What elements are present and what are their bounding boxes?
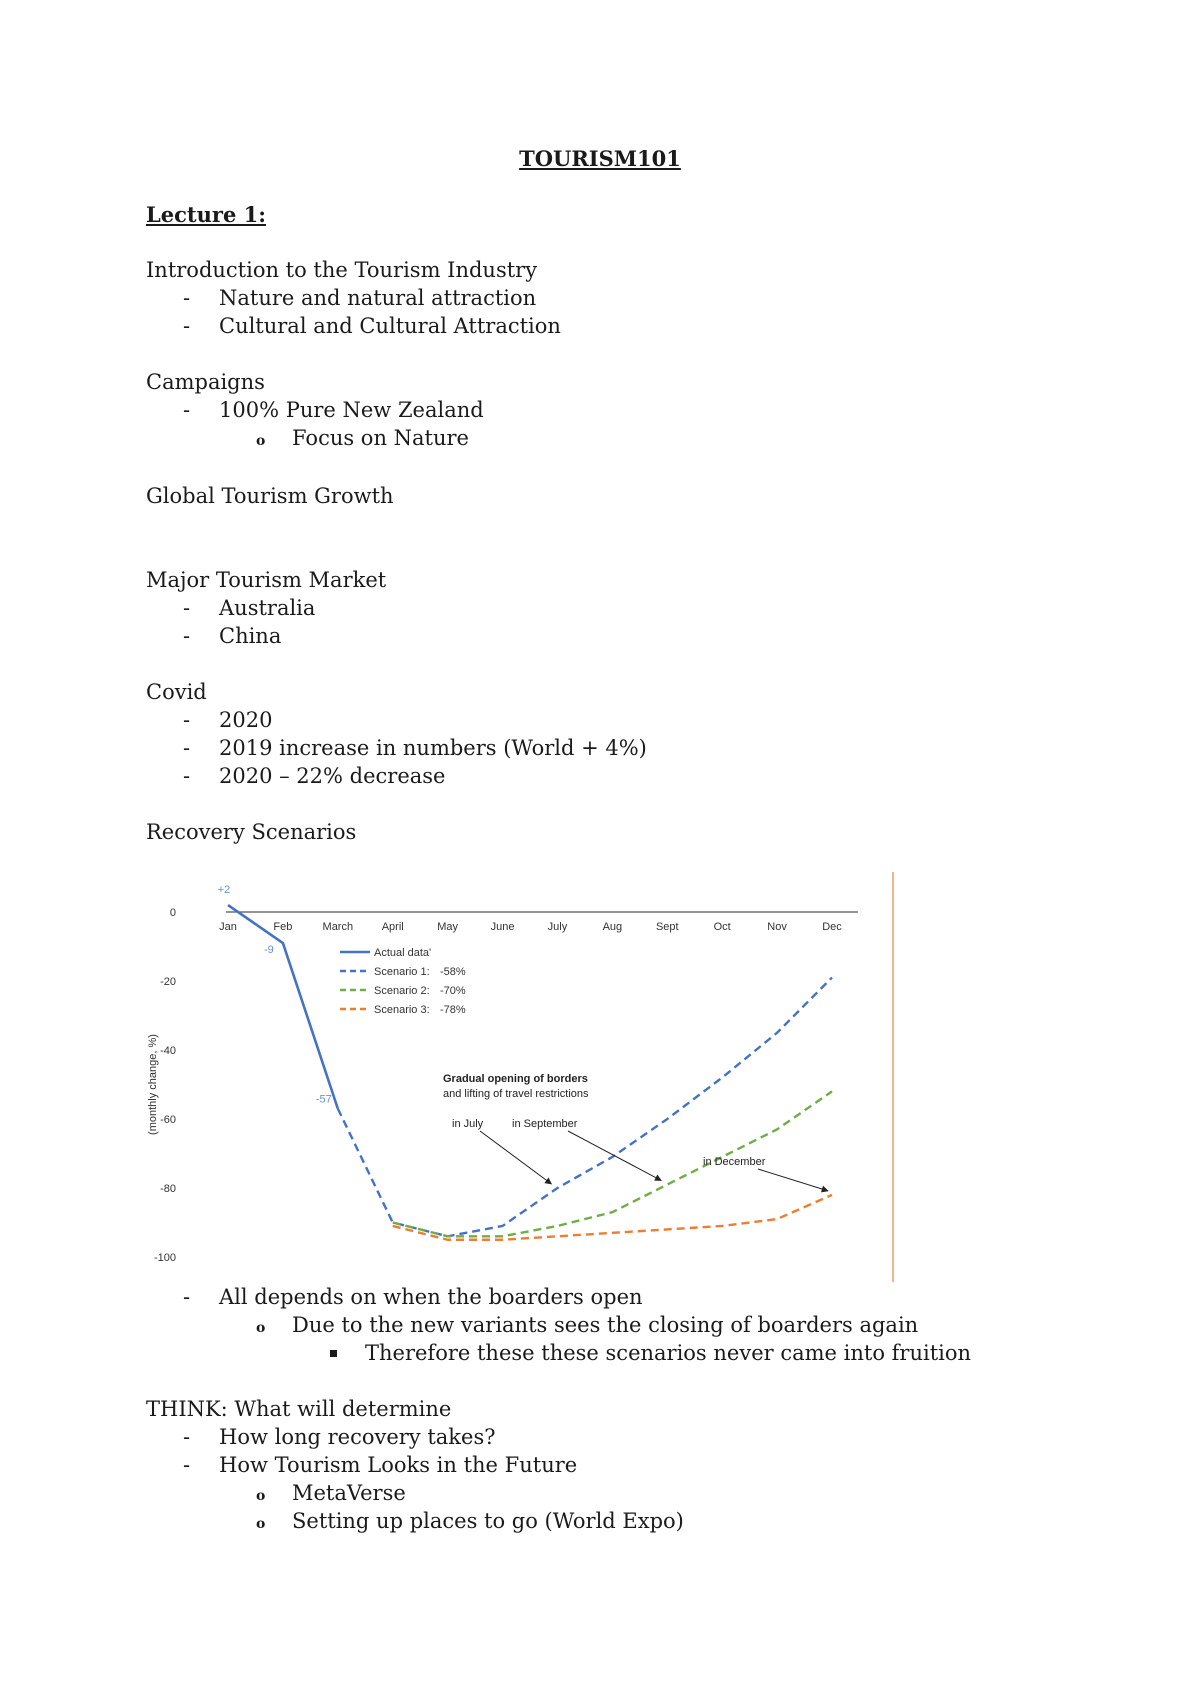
x-tick-label: March	[322, 921, 354, 933]
annotation-label: in December	[703, 1156, 766, 1168]
dash-bullet: -	[183, 596, 191, 620]
legend-label: Scenario 1:	[374, 966, 430, 978]
recovery-subitem: Due to the new variants sees the closing of boarders again	[292, 1313, 919, 1337]
y-tick-label: -60	[160, 1114, 176, 1126]
lecture-heading: Lecture 1:	[146, 202, 266, 227]
annotation-arrow	[480, 1131, 551, 1184]
dash-bullet: -	[183, 1425, 191, 1449]
circle-bullet: o	[256, 433, 266, 449]
data-label: -57	[315, 1093, 332, 1106]
y-tick-label: -20	[160, 976, 176, 988]
recovery-item: All depends on when the boarders open	[219, 1285, 643, 1309]
legend-label: Scenario 3:	[374, 1004, 430, 1016]
x-tick-label: Feb	[273, 921, 293, 933]
think-subitem: MetaVerse	[292, 1481, 406, 1505]
recovery-heading: Recovery Scenarios	[146, 820, 357, 844]
annotation-arrow	[568, 1131, 661, 1181]
think-item: How Tourism Looks in the Future	[219, 1453, 578, 1477]
x-tick-label: April	[381, 921, 404, 933]
data-label: -9	[264, 944, 274, 957]
circle-bullet: o	[256, 1516, 266, 1532]
legend-label: Actual data'	[374, 947, 432, 959]
legend-value: -78%	[440, 1004, 466, 1016]
market-item: Australia	[219, 596, 316, 620]
dash-bullet: -	[183, 1453, 191, 1477]
series-line	[228, 905, 338, 1109]
annotation-arrow	[758, 1169, 828, 1191]
x-tick-label: Aug	[602, 921, 623, 933]
circle-bullet: o	[256, 1320, 266, 1336]
annotation-label: in July	[452, 1118, 484, 1130]
data-label: +2	[217, 884, 231, 897]
intro-heading: Introduction to the Tourism Industry	[146, 258, 538, 282]
recovery-chart	[140, 872, 900, 1292]
dash-bullet: -	[183, 764, 191, 788]
series-line	[393, 1195, 832, 1240]
x-tick-label: Sept	[655, 921, 679, 933]
dash-bullet: -	[183, 736, 191, 760]
square-bullet	[330, 1350, 337, 1357]
y-tick-label: -100	[153, 1252, 176, 1264]
annotation-label: in September	[512, 1118, 578, 1130]
intro-item: Cultural and Cultural Attraction	[219, 314, 561, 338]
legend-value: -70%	[440, 985, 466, 997]
covid-heading: Covid	[146, 680, 207, 704]
x-tick-label: July	[547, 921, 568, 933]
x-tick-label: Oct	[713, 921, 731, 933]
legend-value: -58%	[440, 966, 466, 978]
circle-bullet: o	[256, 1488, 266, 1504]
covid-item: 2020	[219, 708, 273, 732]
campaigns-heading: Campaigns	[146, 370, 265, 394]
campaign-item: 100% Pure New Zealand	[219, 398, 484, 422]
x-tick-label: Nov	[767, 921, 787, 933]
document-title: TOURISM101	[519, 146, 681, 171]
covid-item: 2019 increase in numbers (World + 4%)	[219, 736, 647, 760]
covid-item: 2020 – 22% decrease	[219, 764, 446, 788]
y-axis-label: (monthly change, %)	[147, 1034, 159, 1135]
x-tick-label: Dec	[822, 921, 842, 933]
think-heading: THINK: What will determine	[146, 1397, 452, 1421]
y-tick-label: 0	[169, 907, 176, 919]
dash-bullet: -	[183, 286, 191, 310]
recovery-chart-svg	[140, 872, 900, 1292]
y-tick-label: -40	[160, 1045, 176, 1057]
market-item: China	[219, 624, 282, 648]
annotation-subtitle: and lifting of travel restrictions	[443, 1088, 589, 1100]
think-item: How long recovery takes?	[219, 1425, 496, 1449]
campaign-subitem: Focus on Nature	[292, 426, 469, 450]
dash-bullet: -	[183, 624, 191, 648]
think-subitem: Setting up places to go (World Expo)	[292, 1509, 684, 1533]
x-tick-label: June	[490, 921, 515, 933]
intro-item: Nature and natural attraction	[219, 286, 537, 310]
growth-heading: Global Tourism Growth	[146, 484, 394, 508]
y-tick-label: -80	[160, 1183, 176, 1195]
x-tick-label: Jan	[219, 921, 237, 933]
legend-label: Scenario 2:	[374, 985, 430, 997]
x-tick-label: May	[437, 921, 459, 933]
dash-bullet: -	[183, 314, 191, 338]
recovery-subsubitem: Therefore these these scenarios never came into fruition	[365, 1341, 972, 1365]
series-line	[393, 1091, 832, 1236]
series-line	[338, 978, 832, 1237]
market-heading: Major Tourism Market	[146, 568, 387, 592]
dash-bullet: -	[183, 1285, 191, 1309]
dash-bullet: -	[183, 398, 191, 422]
dash-bullet: -	[183, 708, 191, 732]
annotation-title: Gradual opening of borders	[443, 1073, 588, 1085]
